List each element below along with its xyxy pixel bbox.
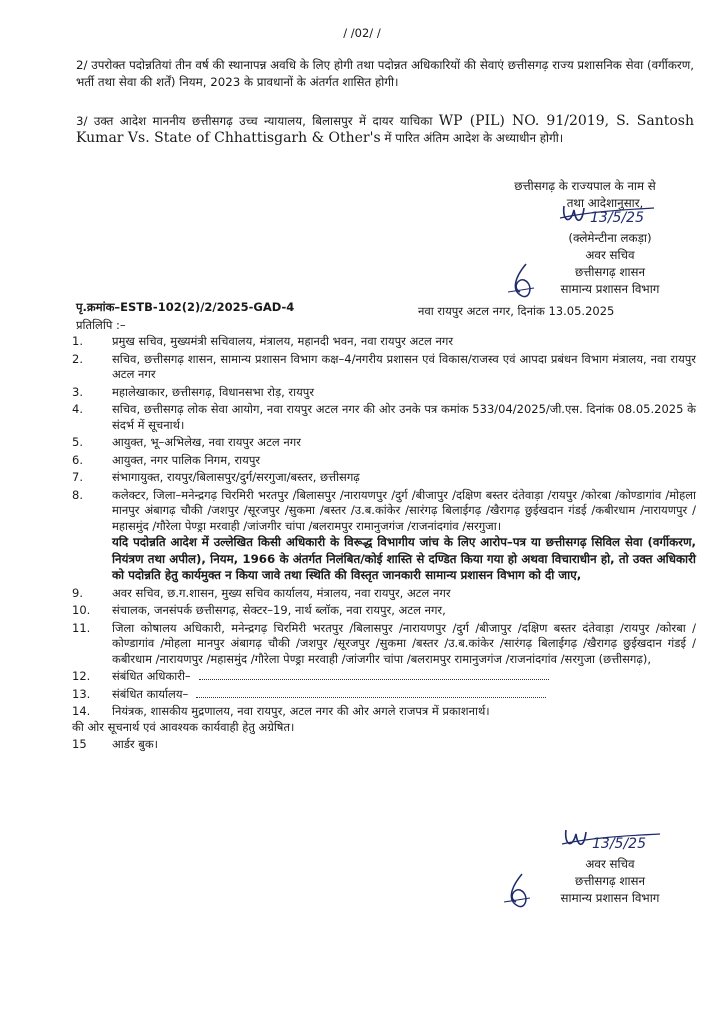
case-reference: WP (PIL) NO. 91/2019, S. Santosh Kumar Vs. State of Chhattisgarh & Other's bbox=[76, 113, 694, 146]
list-item: 12. संबंधित अधिकारी– bbox=[72, 669, 696, 685]
signatory-govt: छत्तीसगढ़ शासन bbox=[574, 265, 646, 279]
list-item: 8. कलेक्टर, जिला–मनेन्द्रगढ़ चिरमिरी भरतपुर /बिलासपुर /नारायणपुर /दुर्ग /बीजापुर /दक्षिण बस्तर दंतेवाड़ा /रायपुर /कोरबा /कोण्डागांव /मोहला मानपुर अंबागढ़ चौकी /जशपुर /सूरजपुर /सुकमा /बस्तर /उ.ब.कांकेर /सारंगढ़ बिलाईगढ़ /खैरागढ़ छुईखदान गंडई /कबीरधाम /नारायणपुर /महासमुंद /गौरेला पेण्ड्रा मरवाही /जांजगीर चांपा /बलरामपुर रामानुजगंज /राजनांदगांव /सरगुजा। यदि पदोन्नति आदेश में उल्लेखित किसी अधिकारी के विरूद्ध विभागीय जांच के लिए आरोप–पत्र या छत्तीसगढ़ सिविल सेवा (वर्गीकरण, नियंत्रण तथा अपील), नियम, 1966 के अंतर्गत निलंबित/कोई शास्ति से दण्डित किया गया हो अथवा विचाराधीन हो, तो उक्त अधिकारी को पदोन्नति हेतु कार्यमुक्त न किया जावे तथा स्थिति की विस्तृत जानकारी सामान्य प्रशासन विभाग को दी जाए, bbox=[72, 487, 696, 583]
blank-line bbox=[196, 687, 546, 698]
reference-place-date: नवा रायपुर अटल नगर, दिनांक 13.05.2025 bbox=[418, 304, 615, 318]
signatory-department: सामान्य प्रशासन विभाग bbox=[560, 282, 660, 296]
list-item: 5. आयुक्त, भू–अभिलेख, नवा रायपुर अटल नगर bbox=[72, 435, 301, 449]
list-item: 10. संचालक, जनसंपर्क छत्तीसगढ़, सेक्टर–19, नार्थ ब्लॉक, नवा रायपुर, अटल नगर, bbox=[72, 603, 446, 618]
copy-header: प्रतिलिपि :– bbox=[76, 318, 126, 332]
signatory-2-designation: अवर सचिव bbox=[585, 857, 635, 871]
list-item: 14. नियंत्रक, शासकीय मुद्रणालय, नवा रायपुर, अटल नगर की ओर अगले राजपत्र में प्रकाशनार्थ। bbox=[72, 704, 490, 719]
page-number: / /02/ / bbox=[343, 26, 381, 40]
paragraph-3-end: में पारित अंतिम आदेश के अध्याधीन होगी। bbox=[380, 130, 564, 145]
handwritten-signature bbox=[558, 198, 668, 232]
handwritten-initials-2 bbox=[500, 872, 540, 912]
signature-2-date: 13/5/25 bbox=[592, 836, 646, 852]
handwritten-initials bbox=[504, 262, 544, 302]
list-item: 11. जिला कोषालय अधिकारी, मनेन्द्रगढ़ चिरमिरी भरतपुर /बिलासपुर /नारायणपुर /दुर्ग /बीजापुर /दक्षिण बस्तर दंतेवाड़ा /रायपुर /कोरबा /कोण्डागांव /मोहला मानपुर अंबागढ़ चौकी /जशपुर /सूरजपुर /सुकमा /बस्तर /उ.ब.कांकेर /सारंगढ़ बिलाईगढ़ /खैरागढ़ छुईखदान गंडई /कबीरधाम /नारायणपुर /महासमुंद /गौरेला पेण्ड्रा मरवाही /जांजगीर चांपा /बलरामपुर रामानुजगंज /राजनांदगांव /सरगुजा (छत्तीसगढ़), bbox=[72, 620, 696, 666]
signatory-2-govt: छत्तीसगढ़ शासन bbox=[574, 874, 646, 888]
blank-line bbox=[199, 669, 549, 680]
handwritten-signature-2 bbox=[560, 822, 670, 858]
list-item: 1. प्रमुख सचिव, मुख्यमंत्री सचिवालय, मंत्रालय, महानदी भवन, नवा रायपुर अटल नगर bbox=[72, 334, 454, 348]
signatory-designation: अवर सचिव bbox=[585, 248, 635, 262]
paragraph-2: 2/ उपरोक्त पदोन्नतियां तीन वर्ष की स्थानापन्न अवधि के लिए होगी तथा पदोन्नत अधिकारियों की सेवाएं छत्तीसगढ़ राज्य प्रशासनिक सेवा (वर्गीकरण, भर्ती तथा सेवा की शर्तें) नियम, 2023 के प्रावधानों के अंतर्गत शासित होगी। bbox=[76, 58, 694, 89]
signature-date: 13/5/25 bbox=[590, 210, 644, 226]
list-item: 9. अवर सचिव, छ.ग.शासन, मुख्य सचिव कार्यालय, मंत्रालय, नवा रायपुर, अटल नगर bbox=[72, 585, 451, 600]
bold-instruction: यदि पदोन्नति आदेश में उल्लेखित किसी अधिकारी के विरूद्ध विभागीय जांच के लिए आरोप–पत्र या छत्तीसगढ़ सिविल सेवा (वर्गीकरण, नियंत्रण तथा अपील), नियम, 1966 के अंतर्गत निलंबित/कोई शास्ति से दण्डित किया गया हो अथवा विचाराधीन हो, तो उक्त अधिकारी को पदोन्नति हेतु कार्यमुक्त न किया जावे तथा स्थिति की विस्तृत जानकारी सामान्य प्रशासन विभाग को दी जाए, bbox=[112, 535, 696, 583]
list-item: 6. आयुक्त, नगर पालिक निगम, रायपुर bbox=[72, 452, 261, 467]
list-item: 2. सचिव, छत्तीसगढ़ शासन, सामान्य प्रशासन विभाग कक्ष–4/नगरीय प्रशासन एवं विकास/राजस्व एवं आपदा प्रबंधन विभाग मंत्रालय, नवा रायपुर अटल नगर bbox=[72, 351, 696, 381]
list-item: 3. महालेखाकार, छत्तीसगढ़, विधानसभा रोड़, रायपुर bbox=[72, 384, 315, 399]
signatory-2-department: सामान्य प्रशासन विभाग bbox=[560, 891, 660, 905]
list-item: 4. सचिव, छत्तीसगढ़ लोक सेवा आयोग, नवा रायपुर अटल नगर की ओर उनके पत्र कमांक 533/04/2025/जी.एस. दिनांक 08.05.2025 के संदर्भ में सूचनार्थ। bbox=[72, 402, 696, 432]
list-item: 13. संबंधित कार्यालय– bbox=[72, 687, 696, 703]
copy-signature-block bbox=[520, 856, 700, 907]
list-item: 7. संभागायुक्त, रायपुर/बिलासपुर/दुर्ग/सरगुजा/बस्तर, छत्तीसगढ़ bbox=[72, 470, 360, 484]
paragraph-3-start: 3/ उक्त आदेश माननीय छत्तीसगढ़ उच्च न्यायालय, बिलासपुर में दायर याचिका bbox=[76, 114, 439, 128]
signature-line-2: तथा आदेशानुसार, bbox=[566, 196, 644, 210]
signatory-name: (क्लेमेन्टीना लकड़ा) bbox=[568, 231, 652, 245]
collector-list: कलेक्टर, जिला–मनेन्द्रगढ़ चिरमिरी भरतपुर /बिलासपुर /नारायणपुर /दुर्ग /बीजापुर /दक्षिण बस्तर दंतेवाड़ा /रायपुर /कोरबा /कोण्डागांव /मोहला मानपुर अंबागढ़ चौकी /जशपुर /सूरजपुर /सुकमा /बस्तर /उ.ब.कांकेर /सारंगढ़ बिलाईगढ़ /खैरागढ़ छुईखदान गंडई /कबीरधाम /नारायणपुर /महासमुंद /गौरेला पेण्ड्रा मरवाही /जांजगीर चांपा /बलरामपुर रामानुजगंज /राजनांदगांव /सरगुजा। bbox=[112, 487, 696, 533]
paragraph-3 bbox=[76, 113, 694, 146]
copy-list bbox=[72, 334, 696, 753]
reference-number: पृ.क्रमांक–ESTB-102(2)/2/2025-GAD-4 bbox=[76, 300, 295, 314]
signature-line-1: छत्तीसगढ़ के राज्यपाल के नाम से bbox=[514, 179, 656, 193]
list-item: 15 आर्डर बुक। bbox=[72, 737, 159, 752]
forwarding-line: की ओर सूचनार्थ एवं आवश्यक कार्यवाही हेतु अग्रेषित। bbox=[72, 719, 295, 734]
